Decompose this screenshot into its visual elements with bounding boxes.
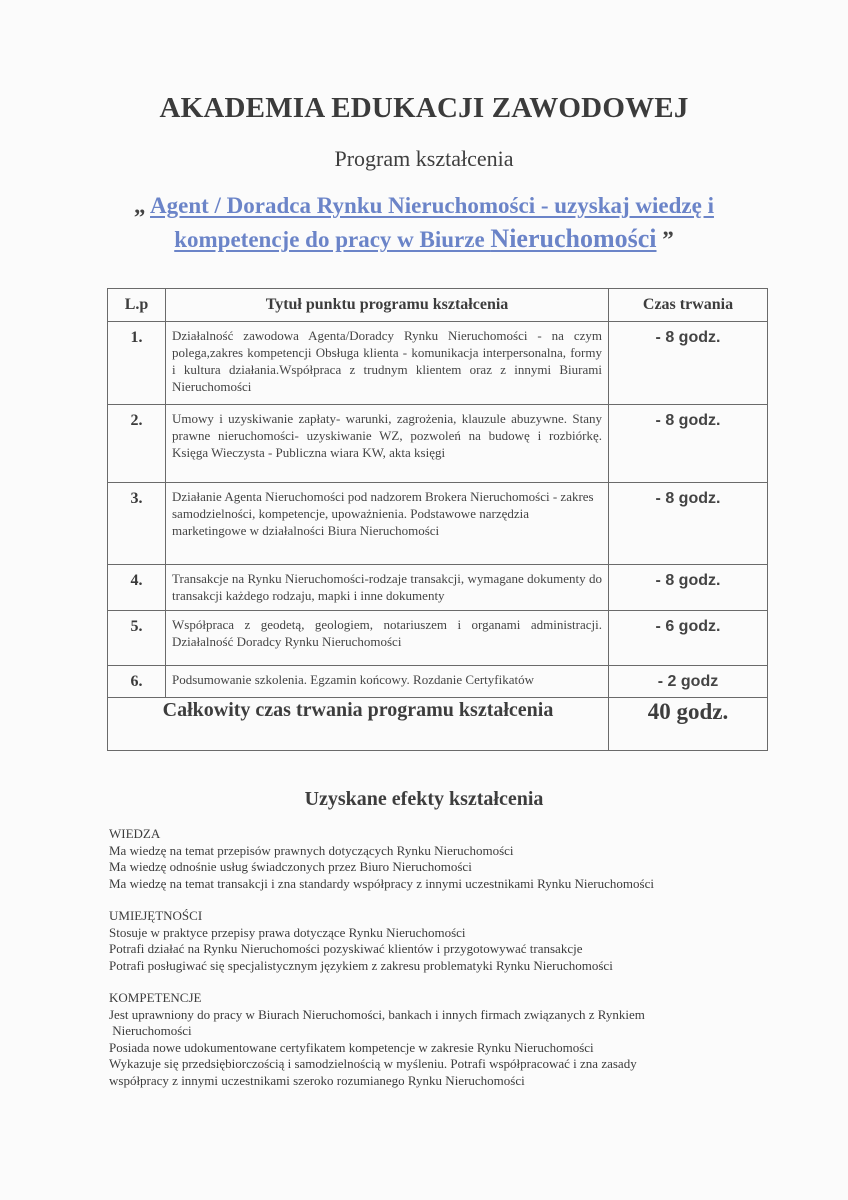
category-label: WIEDZA (109, 826, 161, 841)
close-quote: ” (662, 227, 674, 252)
course-title-line2a: kompetencje do pracy w Biurze (174, 227, 491, 252)
table-row (108, 322, 768, 405)
list-item: Ma wiedzę na temat transakcji i zna standardy współpracy z innymi uczestnikami Rynku Nieruchomości (109, 875, 654, 891)
row-duration: - 6 godz. (609, 611, 768, 666)
row-duration: - 8 godz. (609, 483, 768, 565)
effects-title: Uzyskane efekty kształcenia (304, 788, 544, 810)
table-row (108, 666, 768, 698)
row-title: Transakcje na Rynku Nieruchomości-rodzaje transakcji, wymagane dokumenty do transakcji każdego rodzaju, mapki i inne dokumenty (166, 565, 609, 611)
list-item: Nieruchomości (109, 1023, 192, 1038)
course-title-line2 (174, 224, 657, 253)
document-subtitle: Program kształcenia (334, 146, 514, 171)
course-title-line2b: Nieruchomości (490, 224, 657, 253)
total-label: Całkowity czas trwania programu kształcenia (108, 698, 609, 751)
organization-title: AKADEMIA EDUKACJI ZAWODOWEJ (159, 92, 689, 124)
list-item: Ma wiedzę na temat przepisów prawnych dotyczących Rynku Nieruchomości (109, 842, 514, 858)
row-number: 1. (108, 322, 166, 405)
table-row (108, 405, 768, 483)
list-item: Ma wiedzę odnośnie usług świadczonych przez Biuro Nieruchomości (109, 859, 472, 874)
row-number: 2. (108, 405, 166, 483)
row-number: 4. (108, 565, 166, 611)
course-title (0, 189, 848, 256)
row-duration: - 8 godz. (609, 405, 768, 483)
total-value: 40 godz. (609, 698, 768, 751)
row-number: 5. (108, 611, 166, 666)
table-header-row (108, 289, 768, 322)
row-title: Umowy i uzyskiwanie zapłaty- warunki, zagrożenia, klauzule abuzywne. Stany prawne nieruchomości- uzyskiwanie WZ, pozwoleń na budowę i rozbiórkę. Księga Wieczysta - Publiczna wiara KW, akta księgi (166, 405, 609, 483)
open-quote: „ (134, 193, 146, 218)
list-item: współpracy z innymi uczestnikami szeroko rozumianego Rynku Nieruchomości (109, 1072, 525, 1088)
list-item: Posiada nowe udokumentowane certyfikatem kompetencje w zakresie Rynku Nieruchomości (109, 1039, 594, 1055)
effects-list (109, 826, 759, 1105)
effects-group-wiedza (109, 826, 759, 892)
row-title: Działanie Agenta Nieruchomości pod nadzorem Brokera Nieruchomości - zakres samodzielności, kompetencje, upoważnienia. Podstawowe narzędzia marketingowe w działalności Biura Nieruchomości (166, 483, 609, 565)
row-title: Podsumowanie szkolenia. Egzamin końcowy. Rozdanie Certyfikatów (166, 666, 609, 698)
list-item: Stosuje w praktyce przepisy prawa dotyczące Rynku Nieruchomości (109, 924, 466, 940)
list-item: Potrafi działać na Rynku Nieruchomości pozyskiwać klientów i przygotowywać transakcje (109, 941, 583, 956)
effects-group-kompetencje (109, 990, 759, 1089)
header-lp: L.p (108, 289, 166, 322)
table-row (108, 483, 768, 565)
row-number: 3. (108, 483, 166, 565)
category-label: KOMPETENCJE (109, 990, 202, 1005)
table-row (108, 565, 768, 611)
row-number: 6. (108, 666, 166, 698)
effects-group-umiejetnosci (109, 908, 759, 974)
list-item: Wykazuje się przedsiębiorczością i samodzielnością w myśleniu. Potrafi współpracować i zna zasady (109, 1056, 637, 1071)
row-duration: - 8 godz. (609, 322, 768, 405)
row-duration: - 2 godz (609, 666, 768, 698)
row-title: Współpraca z geodetą, geologiem, notariuszem i organami administracji. Działalność Doradcy Rynku Nieruchomości (166, 611, 609, 666)
category-label: UMIEJĘTNOŚCI (109, 908, 203, 923)
list-item: Potrafi posługiwać się specjalistycznym językiem z zakresu problematyki Rynku Nieruchomości (109, 957, 613, 973)
row-title: Działalność zawodowa Agenta/Doradcy Rynku Nieruchomości - na czym polega,zakres kompetencji Obsługa klienta - komunikacja interpersonalna, formy i kultura działania.Współpraca z trudnym klientem oraz z innymi Biurami Nieruchomości (166, 322, 609, 405)
header-duration: Czas trwania (609, 289, 768, 322)
course-title-line1: Agent / Doradca Rynku Nieruchomości - uzyskaj wiedzę i (150, 193, 714, 218)
table-row (108, 611, 768, 666)
header-title: Tytuł punktu programu kształcenia (166, 289, 609, 322)
total-row (108, 698, 768, 751)
list-item: Jest uprawniony do pracy w Biurach Nieruchomości, bankach i innych firmach związanych z Rynkiem (109, 1006, 645, 1022)
program-table (107, 288, 768, 751)
row-duration: - 8 godz. (609, 565, 768, 611)
